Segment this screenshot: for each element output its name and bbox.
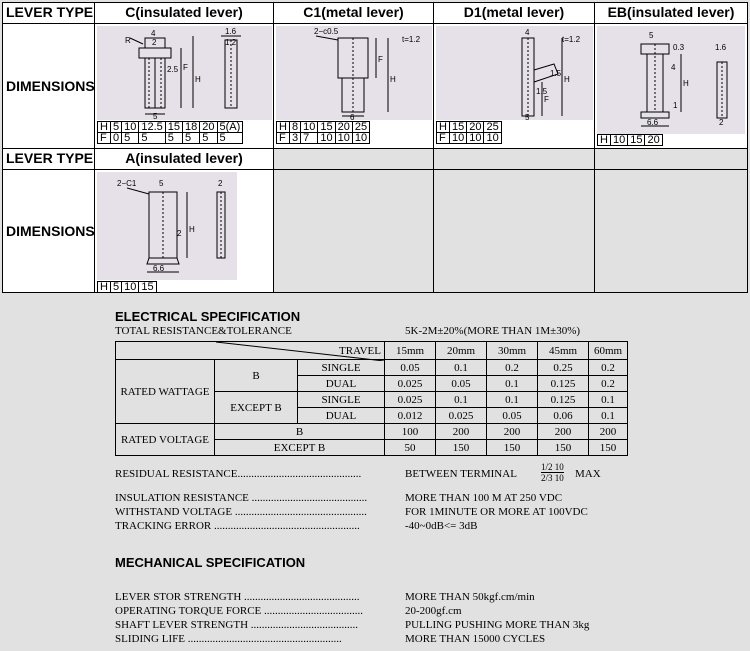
empty-cell	[595, 170, 747, 292]
table-cell: 0.05	[487, 408, 538, 424]
insulation-resistance-value: MORE THAN 100 M AT 250 VDC	[405, 492, 563, 504]
label-eb-1-6: 1.6	[715, 43, 727, 52]
withstand-voltage-label: WITHSTAND VOLTAGE ................................................	[115, 506, 367, 518]
dim-cell: 10	[318, 133, 335, 144]
dim-cell: 3	[289, 133, 300, 144]
label-c-1-6: 1.6	[225, 27, 237, 36]
dim-cell: 10	[352, 133, 369, 144]
dim-row-h	[598, 135, 663, 146]
label-c1-chamfer: 2−c0.5	[314, 27, 339, 36]
table-cell: 50	[385, 440, 436, 456]
label-c-r: R	[125, 36, 131, 45]
tracking-error-label: TRACKING ERROR .....................................................	[115, 520, 360, 532]
label-c1-f: F	[378, 55, 383, 64]
label-c-2-5: 2.5	[167, 65, 179, 74]
label-c1-thickness: t=1.2	[402, 35, 421, 44]
dim-cell: 10	[335, 133, 352, 144]
residual-resistance-label: RESIDUAL RESISTANCE.............................................	[115, 468, 362, 480]
dim-cell: 5	[217, 133, 243, 144]
dim-cell: 5	[110, 122, 121, 133]
type-b-label: B	[215, 424, 385, 440]
total-resistance-value: 5K-2M±20%(MORE THAN 1M±30%)	[405, 325, 581, 337]
table-cell: 0.1	[487, 392, 538, 408]
label-eb-2: 2	[719, 118, 724, 127]
residual-resistance-value: BETWEEN TERMINAL	[405, 468, 517, 480]
travel-20: 20mm	[436, 342, 487, 360]
table-cell: 0.1	[487, 376, 538, 392]
dim-cell: 10	[122, 122, 139, 133]
dimensions-label-2: DIMENSIONS	[3, 170, 95, 292]
travel-60: 60mm	[589, 342, 628, 360]
dual-label: DUAL	[298, 376, 385, 392]
residual-max: MAX	[575, 468, 601, 480]
label-eb-4: 4	[671, 63, 676, 72]
dim-cell: 10	[122, 282, 139, 293]
lever-type-label: LEVER TYPE	[3, 3, 95, 24]
label-a-2b: 2	[177, 229, 182, 238]
residual-fraction	[541, 462, 564, 483]
label-a-chamfer: 2−C1	[117, 179, 137, 188]
wattage-voltage-table	[115, 341, 628, 456]
label-d1-thickness: t=1.2	[562, 35, 581, 44]
label-c-1-2: 1.2	[225, 38, 237, 47]
dim-cell: H	[598, 135, 611, 146]
table-cell: 0.25	[538, 360, 589, 376]
dim-cell: 5	[200, 133, 217, 144]
dim-table-c	[97, 121, 243, 144]
single-label: SINGLE	[298, 392, 385, 408]
table-cell: 0.025	[385, 376, 436, 392]
lever-type-d1: D1(metal lever)	[434, 3, 595, 24]
empty-cell	[274, 170, 434, 292]
label-d1-5: 5	[525, 113, 530, 120]
type-except-b-label: EXCEPT B	[215, 440, 385, 456]
label-c-h: H	[195, 75, 201, 84]
travel-30: 30mm	[487, 342, 538, 360]
table-cell: 0.025	[436, 408, 487, 424]
dimensions-label: DIMENSIONS	[3, 24, 95, 149]
label-d1-1-5b: 1.5	[536, 87, 548, 96]
lever-stor-strength-value: MORE THAN 50kgf.cm/min	[405, 591, 535, 603]
empty-cell	[274, 149, 434, 170]
label-d1-1-5a: 1.5	[550, 69, 562, 78]
dim-cell: 0	[110, 133, 121, 144]
table-cell: 0.06	[538, 408, 589, 424]
table-cell: 0.1	[436, 360, 487, 376]
lever-type-c: C(insulated lever)	[95, 3, 274, 24]
travel-header-cell	[116, 342, 385, 360]
dim-cell: 5(A)	[217, 122, 243, 133]
table-cell: 200	[487, 424, 538, 440]
table-cell: 0.1	[436, 392, 487, 408]
label-eb-6-6: 6.6	[647, 118, 659, 127]
lever-type-eb: EB(insulated lever)	[595, 3, 747, 24]
label-a-5: 5	[159, 179, 164, 188]
travel-label: TRAVEL	[339, 344, 381, 357]
dim-cell: 8	[289, 122, 300, 133]
table-cell: 200	[538, 424, 589, 440]
label-c-5: 5	[153, 112, 158, 120]
dim-row-f	[277, 133, 370, 144]
dim-cell: 20	[645, 135, 662, 146]
drawing-eb	[597, 26, 745, 134]
dim-cell: F	[437, 133, 450, 144]
lever-stor-strength-label: LEVER STOR STRENGTH ..........................................	[115, 591, 360, 603]
empty-cell	[434, 149, 595, 170]
label-a-h: H	[189, 225, 195, 234]
table-row	[116, 360, 628, 376]
drawing-c	[97, 26, 272, 120]
dim-table-d1	[436, 121, 502, 144]
shaft-lever-strength-value: PULLING PUSHING MORE THAN 3kg	[405, 619, 590, 631]
drawing-cell-eb	[595, 24, 747, 149]
dim-cell: H	[277, 122, 290, 133]
dim-table-c1	[276, 121, 370, 144]
dim-cell: F	[98, 133, 111, 144]
drawing-cell-a	[95, 170, 274, 292]
shaft-lever-strength-label: SHAFT LEVER STRENGTH .......................................	[115, 619, 359, 631]
dim-cell: 15	[318, 122, 335, 133]
total-resistance-label: TOTAL RESISTANCE&TOLERANCE	[115, 325, 292, 337]
sliding-life-value: MORE THAN 15000 CYCLES	[405, 633, 546, 645]
rated-voltage-label: RATED VOLTAGE	[116, 424, 215, 456]
label-eb-h: H	[683, 79, 689, 88]
dim-row-h	[98, 122, 243, 133]
empty-cell	[595, 149, 747, 170]
dim-cell: 20	[335, 122, 352, 133]
sliding-life-label: SLIDING LIFE ........................................................	[115, 633, 342, 645]
label-a-2: 2	[218, 179, 223, 188]
dim-cell: H	[98, 282, 111, 293]
table-cell: 0.025	[385, 392, 436, 408]
dim-cell: 15	[165, 122, 182, 133]
dim-cell: 25	[484, 122, 501, 133]
dim-table-a	[97, 281, 157, 293]
label-d1-4: 4	[525, 28, 530, 37]
label-eb-0-3: 0.3	[673, 43, 685, 52]
label-c-f: F	[183, 63, 188, 72]
dim-cell: 5	[110, 282, 121, 293]
table-cell: 100	[385, 424, 436, 440]
dim-cell: 20	[200, 122, 217, 133]
drawing-a	[97, 172, 237, 280]
empty-cell	[434, 170, 595, 292]
drawing-cell-d1	[434, 24, 595, 149]
dim-row-h	[98, 282, 157, 293]
dim-cell: 12.5	[139, 122, 165, 133]
dim-cell: 15	[139, 282, 156, 293]
label-d1-h: H	[564, 75, 570, 84]
label-eb-1: 1	[673, 101, 678, 110]
mechanical-spec-title: MECHANICAL SPECIFICATION	[115, 555, 306, 570]
dim-cell: 10	[467, 133, 484, 144]
table-cell: 0.012	[385, 408, 436, 424]
drawing-cell-c1	[274, 24, 434, 149]
label-a-6-6: 6.6	[153, 264, 165, 273]
dim-cell: 25	[352, 122, 369, 133]
dim-cell: 10	[301, 122, 318, 133]
operating-torque-value: 20-200gf.cm	[405, 605, 462, 617]
table-cell: 0.2	[589, 360, 628, 376]
dim-table-eb	[597, 134, 663, 146]
table-cell: 200	[436, 424, 487, 440]
table-cell: 150	[589, 440, 628, 456]
lever-type-a: A(insulated lever)	[95, 149, 274, 170]
type-except-b-label: EXCEPT B	[215, 392, 298, 424]
dim-cell: H	[98, 122, 111, 133]
dim-cell: F	[277, 133, 290, 144]
label-d1-f: F	[544, 95, 549, 104]
table-cell: 0.1	[589, 392, 628, 408]
dim-row-f	[437, 133, 502, 144]
dim-cell: 5	[183, 133, 200, 144]
dim-cell: 20	[467, 122, 484, 133]
residual-fraction-bottom: 2/3 10	[541, 473, 564, 483]
residual-fraction-top: 1/2 10	[541, 462, 564, 472]
dim-cell: 10	[484, 133, 501, 144]
dim-row-f	[98, 133, 243, 144]
table-cell: 0.05	[436, 376, 487, 392]
dim-cell: 10	[449, 133, 466, 144]
table-header-row	[116, 342, 628, 360]
drawing-cell-c	[95, 24, 274, 149]
dual-label: DUAL	[298, 408, 385, 424]
dim-cell: 18	[183, 122, 200, 133]
travel-15: 15mm	[385, 342, 436, 360]
electrical-spec-title: ELECTRICAL SPECIFICATION	[115, 309, 301, 324]
dim-cell: 15	[628, 135, 645, 146]
table-cell: 150	[538, 440, 589, 456]
dim-cell: 5	[139, 133, 165, 144]
dim-row-h	[277, 122, 370, 133]
insulation-resistance-label: INSULATION RESISTANCE ..........................................	[115, 492, 368, 504]
table-cell: 150	[487, 440, 538, 456]
table-cell: 0.1	[589, 408, 628, 424]
lever-type-c1: C1(metal lever)	[274, 3, 434, 24]
table-cell: 0.125	[538, 376, 589, 392]
dim-cell: 5	[122, 133, 139, 144]
rated-wattage-label: RATED WATTAGE	[116, 360, 215, 424]
label-eb-5: 5	[649, 31, 654, 40]
dim-cell: H	[437, 122, 450, 133]
table-cell: 200	[589, 424, 628, 440]
label-c1-h: H	[390, 75, 396, 84]
lever-dimensions-grid	[2, 2, 748, 293]
type-b-label: B	[215, 360, 298, 392]
dim-cell: 10	[610, 135, 627, 146]
table-cell: 0.05	[385, 360, 436, 376]
dim-cell: 15	[449, 122, 466, 133]
dim-row-h	[437, 122, 502, 133]
table-row	[116, 424, 628, 440]
tracking-error-value: -40~0dB<= 3dB	[405, 520, 478, 532]
travel-45: 45mm	[538, 342, 589, 360]
drawing-d1	[436, 26, 593, 120]
operating-torque-label: OPERATING TORQUE FORCE ....................................	[115, 605, 364, 617]
label-c1-6: 6	[350, 113, 355, 120]
single-label: SINGLE	[298, 360, 385, 376]
dim-cell: 5	[165, 133, 182, 144]
withstand-voltage-value: FOR 1MINUTE OR MORE AT 100VDC	[405, 506, 588, 518]
table-cell: 0.2	[589, 376, 628, 392]
label-c-2: 2	[152, 38, 157, 47]
table-cell: 0.2	[487, 360, 538, 376]
dim-cell: 7	[301, 133, 318, 144]
table-cell: 0.125	[538, 392, 589, 408]
label-c-4: 4	[151, 29, 156, 38]
table-cell: 150	[436, 440, 487, 456]
drawing-c1	[276, 26, 432, 120]
lever-type-label-2: LEVER TYPE	[3, 149, 95, 170]
